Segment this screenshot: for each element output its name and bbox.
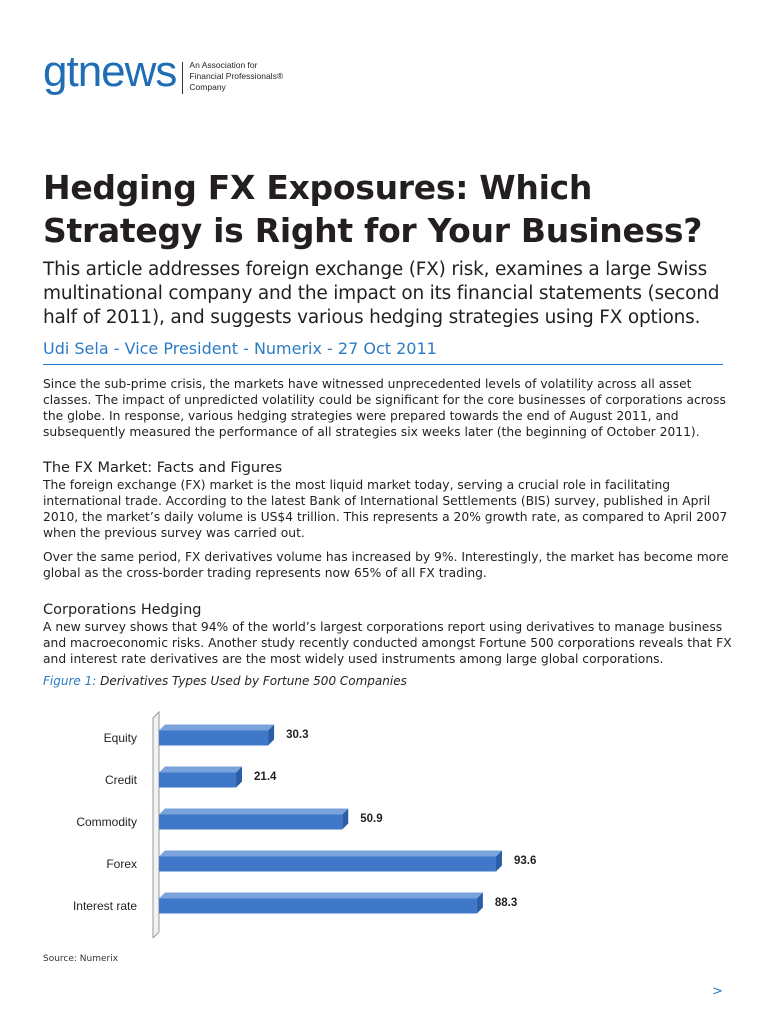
logo-tagline	[189, 60, 283, 93]
figure-title: Derivatives Types Used by Fortune 500 Companies	[100, 674, 407, 688]
chart-category-label: Equity	[103, 731, 137, 745]
logo-tagline-line: Financial Professionals®	[189, 71, 284, 81]
chart-bar-interest-rate	[159, 899, 477, 914]
chart-bar-top	[159, 809, 348, 815]
logo-tagline-line: An Association for	[189, 60, 258, 70]
chart-category-label: Credit	[104, 773, 137, 787]
logo-news: news	[77, 47, 177, 96]
section-heading-fx-market: The FX Market: Facts and Figures	[43, 460, 283, 476]
chart-bar-credit	[159, 773, 236, 788]
chart-value-label: 21.4	[254, 771, 277, 783]
chart-category-label: Forex	[106, 857, 137, 871]
intro-paragraph: Since the sub-prime crisis, the markets have witnessed unprecedented levels of volatility across all asset classes. The impact of unpredicted volatility could be significant for the core businesses of corporations across the globe. In response, various hedging strategies were prepared towards the end of August 2011, and subsequently measured the performance of all strategies six weeks later (the beginning of October 2011).	[43, 377, 726, 439]
chart-bar-equity	[159, 731, 268, 746]
gtnews-logo	[43, 47, 284, 100]
chart-category-label: Interest rate	[72, 899, 137, 913]
logo-wordmark	[43, 47, 177, 96]
chart-category-label: Commodity	[76, 815, 137, 829]
chart-axis-wall	[153, 712, 159, 938]
chart-value-label: 30.3	[286, 729, 309, 741]
chart-value-label: 88.3	[494, 897, 518, 909]
title-line-2: Strategy is Right for Your Business?	[43, 211, 703, 250]
chart-bar-forex	[159, 857, 496, 872]
article-title	[43, 166, 733, 252]
section-heading-corporations-hedging: Corporations Hedging	[43, 602, 202, 618]
logo-divider	[182, 62, 183, 94]
chart-value-label: 93.6	[513, 855, 537, 867]
article-lead: This article addresses foreign exchange (FX) risk, examines a large Swiss multinational company and the impact on its financial statements (second half of 2011), and suggests various hedging strategies using FX options.	[43, 259, 720, 328]
figure-caption	[43, 674, 407, 688]
corporations-hedging-paragraph: A new survey shows that 94% of the world’s largest corporations report using derivatives to manage business and macroeconomic risks. Another study recently conducted amongst Fortune 500 corporations reveals that FX and interest rate derivatives are the most widely used instruments among large global corporations.	[43, 620, 732, 666]
chart-bar-top	[159, 767, 242, 773]
figure-source: Source: Numerix	[43, 954, 119, 964]
title-line-1: Hedging FX Exposures: Which	[43, 168, 593, 207]
fx-market-paragraph-1: The foreign exchange (FX) market is the most liquid market today, serving a crucial role in facilitating international trade. According to the latest Bank of International Settlements (BIS) survey, published in April 2010, the market’s daily volume is US$4 trillion. This represents a 20% growth rate, as compared to April 2007 when the previous survey was carried out.	[43, 478, 728, 540]
chart-bar-top	[159, 851, 502, 857]
byline: Udi Sela - Vice President - Numerix - 27 Oct 2011	[43, 338, 723, 365]
chart-bar-top	[159, 893, 483, 899]
figure-label: Figure 1:	[43, 674, 97, 688]
chart-value-label: 50.9	[360, 813, 383, 825]
logo-gt: gt	[43, 47, 78, 96]
derivatives-bar-chart	[40, 700, 560, 948]
fx-market-paragraph-2: Over the same period, FX derivatives volume has increased by 9%. Interestingly, the market has become more global as the cross-border trading represents now 65% of all FX trading.	[43, 550, 729, 580]
chart-bar-commodity	[159, 815, 342, 830]
next-page-link[interactable]: >	[712, 984, 723, 999]
chart-bar-top	[159, 725, 274, 731]
logo-tagline-line: Company	[189, 82, 226, 92]
